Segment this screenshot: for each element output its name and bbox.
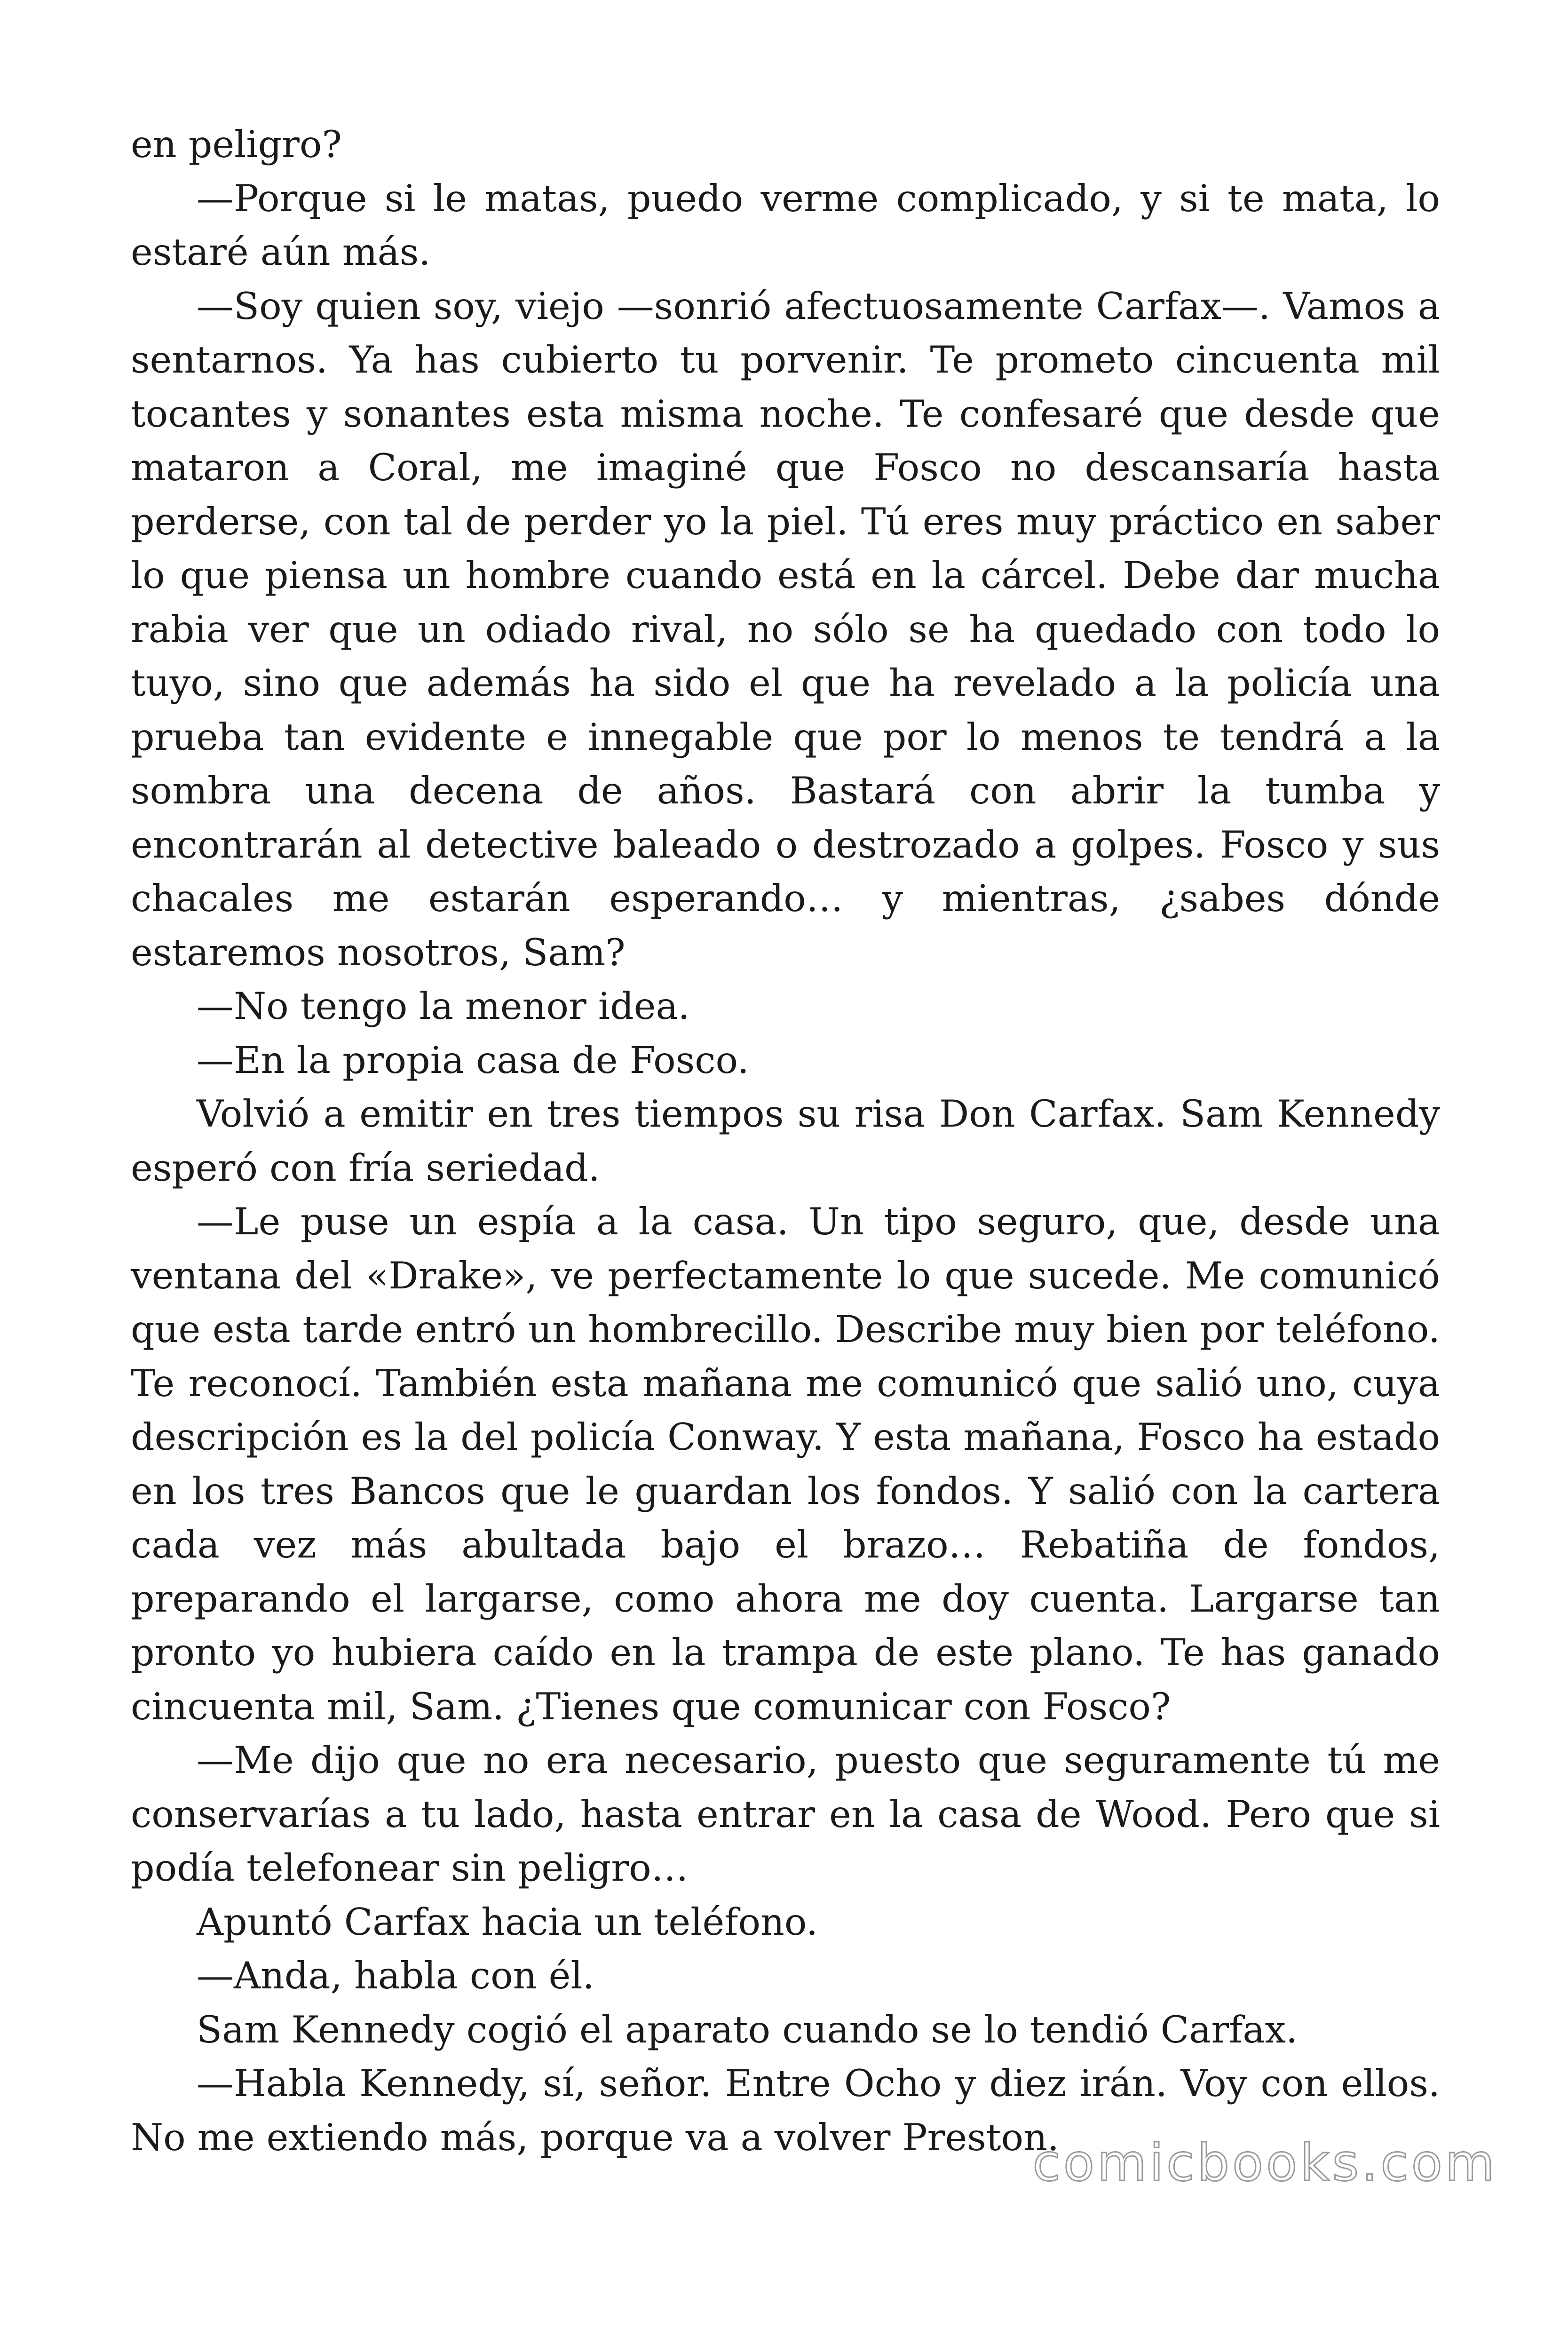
paragraph-4: —No tengo la menor idea. [197, 985, 690, 1028]
paragraph-8: —Me dijo que no era necesario, puesto que seguramente tú me conservarías a tu lado, hasta entrar en la casa de Wood. Pero que si podía telefonear sin peligro… [131, 1739, 1440, 1890]
paragraph-10: —Anda, habla con él. [197, 1954, 594, 1997]
paragraph-6: Volvió a emitir en tres tiempos su risa Don Carfax. Sam Kennedy esperó con fría seriedad. [131, 1092, 1440, 1190]
paragraph-5: —En la propia casa de Fosco. [197, 1038, 749, 1082]
paragraph-9: Apuntó Carfax hacia un teléfono. [197, 1900, 818, 1944]
paragraph-7: —Le puse un espía a la casa. Un tipo seguro, que, desde una ventana del «Drake», ve perfectamente lo que sucede. Me comunicó que esta tarde entró un hombrecillo. Describe muy bien por teléfono. Te reconocí. También esta mañana me comunicó que salió uno, cuya descripción es la del policía Conway. Y esta mañana, Fosco ha estado en los tres Bancos que le guardan los fondos. Y salió con la cartera cada vez más abultada bajo el brazo… Rebatiña de fondos, preparando el largarse, como ahora me doy cuenta. Largarse tan pronto yo hubiera caído en la trampa de este plano. Te has ganado cincuenta mil, Sam. ¿Tienes que comunicar con Fosco? [131, 1200, 1440, 1728]
watermark: comicbooks.com [1032, 2134, 1497, 2193]
paragraph-3: —Soy quien soy, viejo —sonrió afectuosamente Carfax—. Vamos a sentarnos. Ya has cubierto tu porvenir. Te prometo cincuenta mil tocantes y sonantes esta misma noche. Te confesaré que desde que mataron a Coral, me imaginé que Fosco no descansaría hasta perderse, con tal de perder yo la piel. Tú eres muy práctico en saber lo que piensa un hombre cuando está en la cárcel. Debe dar mucha rabia ver que un odiado rival, no sólo se ha quedado con todo lo tuyo, sino que además ha sido el que ha revelado a la policía una prueba tan evidente e innegable que por lo menos te tendrá a la sombra una decena de años. Bastará con abrir la tumba y encontrarán al detective baleado o destrozado a golpes. Fosco y sus chacales me estarán esperando… y mientras, ¿sabes dónde estaremos nosotros, Sam? [131, 284, 1440, 974]
paragraph-2: —Porque si le matas, puedo verme complicado, y si te mata, lo estaré aún más. [131, 176, 1440, 274]
paragraph-12: —Habla Kennedy, sí, señor. Entre Ocho y diez irán. Voy con ellos. No me extiendo más, porque va a volver Preston. [131, 2062, 1440, 2159]
paragraph-1: en peligro? [131, 123, 342, 166]
paragraph-11: Sam Kennedy cogió el aparato cuando se lo tendió Carfax. [197, 2008, 1298, 2051]
body-text [131, 118, 1440, 2164]
